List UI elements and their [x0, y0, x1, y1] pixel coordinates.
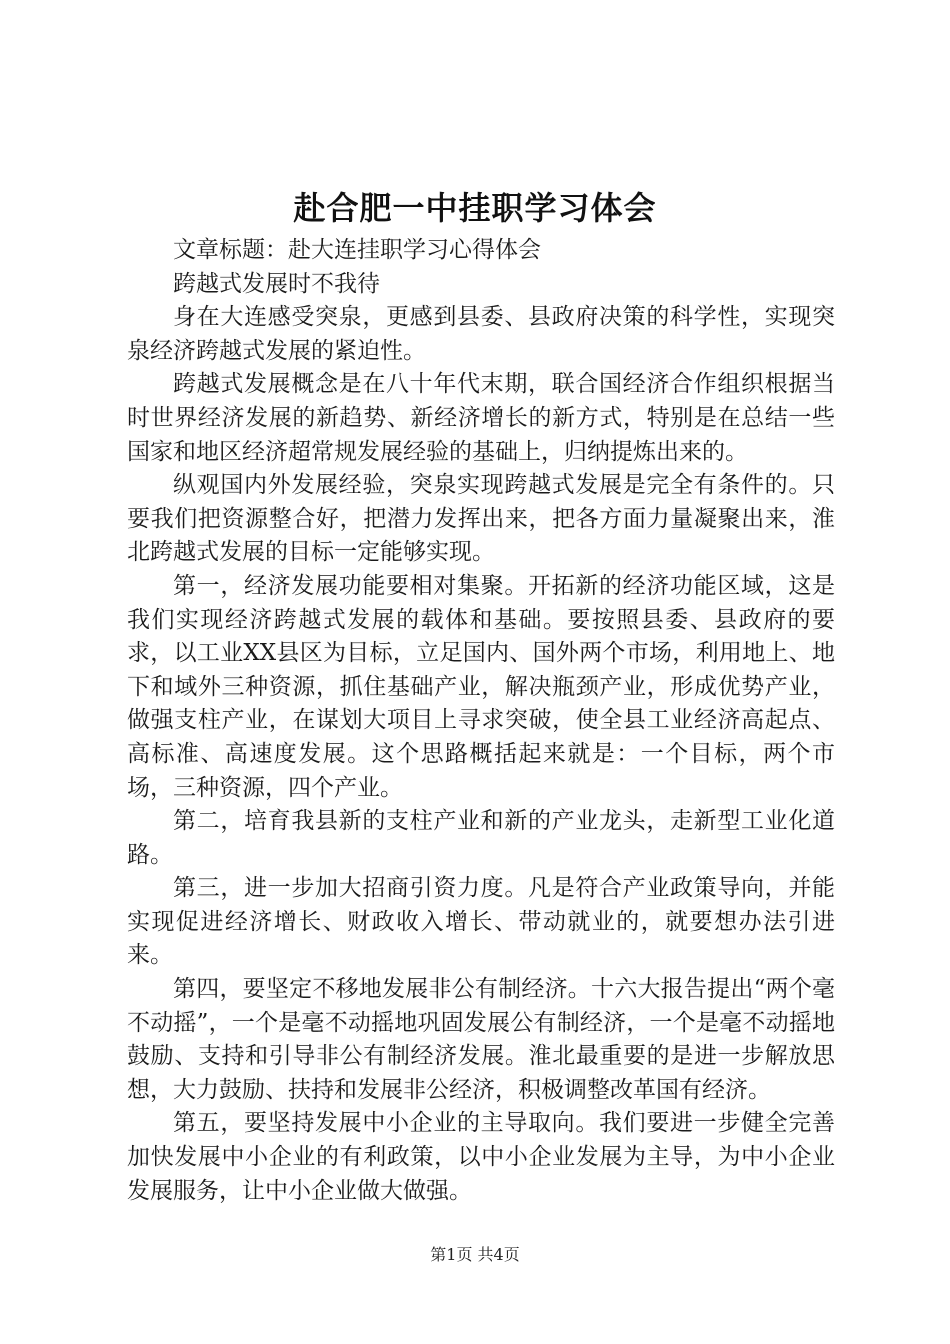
- paragraph: 第二，培育我县新的支柱产业和新的产业龙头，走新型工业化道路。: [127, 808, 835, 868]
- paragraph: 第三，进一步加大招商引资力度。凡是符合产业政策导向，并能实现促进经济增长、财政收入增长、带动就业的，就要想办法引进来。: [127, 875, 835, 969]
- document-title: 赴合肥一中挂职学习体会: [293, 189, 657, 227]
- paragraph: 跨越式发展时不我待: [173, 270, 380, 297]
- paragraph: 文章标题：赴大连挂职学习心得体会: [173, 237, 541, 263]
- paragraph: 纵观国内外发展经验，突泉实现跨越式发展是完全有条件的。只要我们把资源整合好，把潜力发挥出来，把各方面力量凝聚出来，淮北跨越式发展的目标一定能够实现。: [127, 472, 835, 566]
- page-footer: 第1页 共4页: [430, 1245, 520, 1264]
- paragraph: 第四，要坚定不移地发展非公有制经济。十六大报告提出“两个毫不动摇”，一个是毫不动摇地巩固发展公有制经济，一个是毫不动摇地鼓励、支持和引导非公有制经济发展。淮北最重要的是进一步解放思想，大力鼓励、扶持和发展非公经济，积极调整改革国有经济。: [127, 976, 835, 1103]
- paragraph: 跨越式发展概念是在八十年代末期，联合国经济合作组织根据当时世界经济发展的新趋势、新经济增长的新方式，特别是在总结一些国家和地区经济超常规发展经验的基础上，归纳提炼出来的。: [127, 371, 835, 465]
- document-body: [127, 234, 835, 1208]
- paragraph: 第一，经济发展功能要相对集聚。开拓新的经济功能区域，这是我们实现经济跨越式发展的载体和基础。要按照县委、县政府的要求，以工业XX县区为目标，立足国内、国外两个市场，利用地上、地下和域外三种资源，抓住基础产业，解决瓶颈产业，形成优势产业，做强支柱产业，在谋划大项目上寻求突破，使全县工业经济高起点、高标准、高速度发展。这个思路概括起来就是：一个目标，两个市场，三种资源，四个产业。: [127, 572, 835, 801]
- paragraph: 身在大连感受突泉，更感到县委、县政府决策的科学性，实现突泉经济跨越式发展的紧迫性。: [127, 304, 835, 364]
- paragraph: 第五，要坚持发展中小企业的主导取向。我们要进一步健全完善加快发展中小企业的有利政策，以中小企业发展为主导，为中小企业发展服务，让中小企业做大做强。: [127, 1110, 835, 1204]
